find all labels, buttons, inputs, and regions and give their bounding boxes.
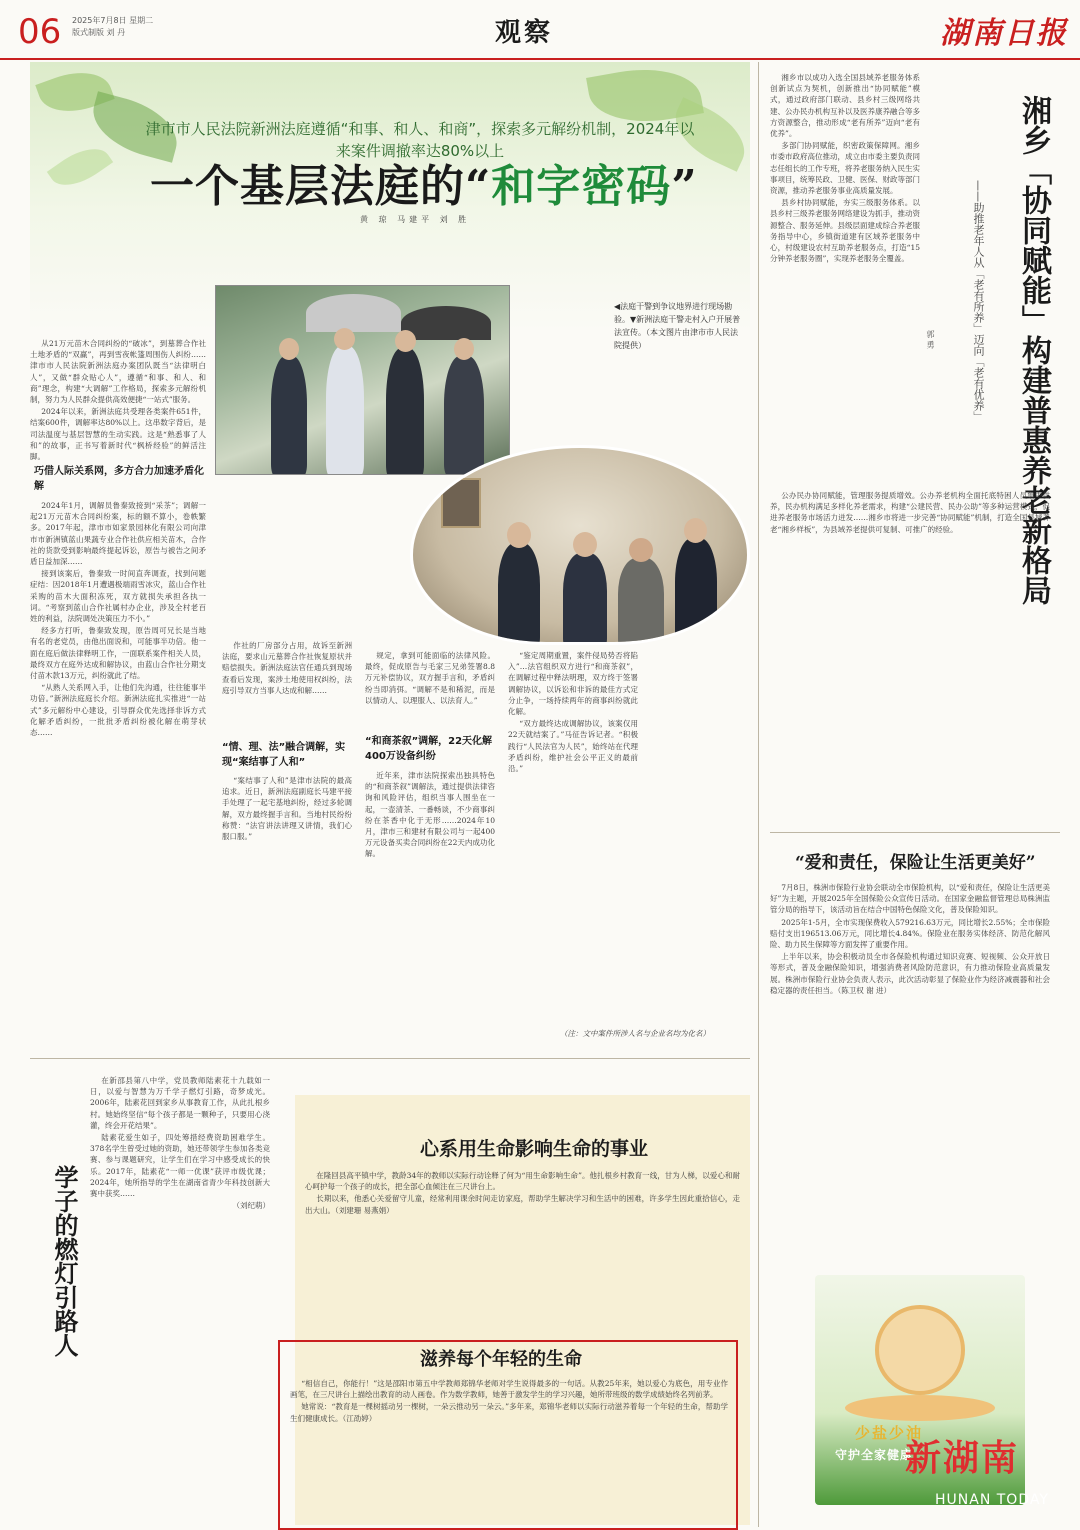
lead-intro: 从21万元苗木合同纠纷的“破冰”，到墓葬合作社土地矛盾的“双赢”，再到雪夜帐篷周围伤人纠纷……津市市人民法院新洲法庭办案团队既当“法律明白人”，又做“群众贴心人”，遵循“和事、和人、和商”理念，构建“大调解”工作格局，探索多元解纷机制，努力为人民群众提供高效便捷“一站式”服务。 2024年以来，新洲法庭共受理各类案件651件，结案600件，调解率达80%以上。这串数字背后，是司法温度与基层智慧的生动实践。这是“熟悉事了人和”的故事，正书写着新时代“枫桥经验”的鲜活注脚。: [30, 339, 206, 462]
feature-body: 在隆回县高平镇中学，教龄34年的教师以实际行动诠释了何为“用生命影响生命”。他扎根乡村教育一线，甘为人梯，以爱心和耐心呵护每一个孩子的成长，把全部心血倾注在三尺讲台上。 长期以来，他悉心关爱留守儿童，经常利用课余时间走访家庭，帮助学生解决学习和生活中的困难，许多学生因此重拾信心，走出大山。（刘建珊 易燕娟）: [305, 1171, 740, 1215]
date-text: 2025年7月8日 星期二: [72, 16, 154, 25]
ad-title: 少盐少油: [855, 1424, 924, 1442]
right-divider: [770, 832, 1060, 833]
lead-kicker: 津市市人民法院新洲法庭遵循“和事、和人、和商”，探索多元解纷机制，2024年以来案件调撤率达80%以上: [145, 120, 695, 160]
photo-field-survey: [215, 285, 510, 475]
lead-note: （注：文中案件所涉人名与企业名均为化名）: [560, 1029, 710, 1038]
watermark-english: HUNAN TODAY: [935, 1492, 1049, 1508]
photo-home-visit: [410, 445, 750, 645]
lead-subhead-2: “情、理、法”融合调解，实现“案结事了人和”: [222, 742, 346, 768]
feature-box-body: “相信自己，你能行！”这是邵阳市第五中学教师郑锦华老师对学生说得最多的一句话。从教25年来，她以爱心为底色，用专业作画笔，在三尺讲台上描绘出教育的动人画卷。作为数学教师，她善于激发学生的学习兴趣，她所带班级的数学成绩始终名列前茅。 她常说：“教育是一棵树摇动另一棵树，一朵云推动另一朵云。”多年来，郑锦华老师以实际行动滋养着每一个年轻的生命，帮助学生们健康成长。（江劭婷）: [290, 1379, 728, 1423]
right-article-body-2: 公办民办协同赋能，管理服务提质增效。公办养老机构全面托底特困人员集中供养，民办机构满足多样化养老需求，构建“公建民营、民办公助”等多种运营模式，促进养老服务市场活力迸发……湘乡市将进一步完善“协同赋能”机制，打造全国县域养老“湘乡样板”，为县域养老提供可复制、可推广的经验。: [770, 491, 1050, 534]
watermark-logo: 新湖南: [905, 1437, 1020, 1479]
section-title: 观察: [495, 18, 554, 48]
right-article-subtitle: ——助推老年人从「老有所养」迈向「老有优养」: [972, 180, 985, 422]
right-article-title: 湘乡「协同赋能」构建普惠养老新格局: [1016, 95, 1051, 605]
lead-col-1: 2024年1月，调解员鲁秦致接到“采茶”；调解一起21万元苗木合同纠纷案，标的额不算小，卷帙繁多。2017年起，津市市如家景园林化有限公司向津市市新洲镇蓝山果蔬专业合作社供应相关苗木，合作社的货款受到影响最终提起诉讼，原告与被告之间矛盾日益加深…… 接到该案后，鲁秦致一时间直奔调查，找到问题症结：因2018年1月遭遇极端雨雪冰灾，蓝山合作社采购的苗木大面积冻死，双方就损失承担各执一词。“考察到蓝山合作社属村办企业，涉及全村老百姓的利益，法院调处决策压力不小。” 经多方打听，鲁秦致发现，原告周可兄长是当地有名的老党员，由他出面说和，可能事半功倍。他一面在庭后做法律释明工作，一面联系案件相关人员，最终双方在庭外达成和解协议，由蓝山合作社分期支付苗木款13万元，纠纷就此了结。 “从熟人关系网入手，让他们先沟通，往往能事半功倍。”新洲法庭庭长介绍。新洲法庭扎实推进“一站式”多元解纷中心建设，引导群众优先选择非诉方式化解矛盾纠纷，一批批矛盾纠纷被化解在萌芽状态……: [30, 501, 206, 738]
teacher-article-title: 学子的燃灯引路人: [50, 1165, 79, 1357]
lead-col-2: 作社的厂房部分占用，故诉至新洲法庭，要求山元墓葬合作社恢复原状并赔偿损失。新洲法庭法官任通兵到现场查看后发现，案涉土地使用权纠纷，法庭引导双方当事人达成和解……: [222, 641, 352, 695]
lead-subhead-3: “和商茶叙”调解，22天化解400万设备纠纷: [365, 736, 493, 762]
ad-subtitle: 守护全家健康: [835, 1448, 914, 1462]
section-divider: [30, 1058, 750, 1059]
lead-col-2b: “案结事了人和”是津市法院的最高追求。近日，新洲法庭副庭长马建平接手处理了一起宅基地纠纷，经过多轮调解，双方最终握手言和。当地村民纷纷称赞：“法官讲法讲理又讲情，我们心服口服。”: [222, 776, 352, 842]
column-divider: [758, 62, 759, 1527]
feature-box-title: 滋养每个年轻的生命: [420, 1349, 582, 1370]
newspaper-logo: 湖南日报: [940, 16, 1068, 51]
page-date: [72, 15, 153, 39]
lead-headline: 一个基层法庭的“和字密码”: [150, 161, 698, 212]
lead-col-3b: 近年来，津市法院探索出独具特色的“和商茶叙”调解法，通过提供法律咨询和风险评估，组织当事人围坐在一起，一壶清茶、一番畅谈，不少商事纠纷在茶香中化于无形……2024年10月，津市三和建材有限公司与一起400万元设备买卖合同纠纷在22天内成功化解。: [365, 771, 495, 859]
insurance-body: 7月8日，株洲市保险行业协会联动全市保险机构，以“爱和责任，保险让生活更美好”为主题，开展2025年全国保险公众宣传日活动。在国家金融监督管理总局株洲监管分局的指导下，该活动旨在结合中国特色保险文化，普及保险知识。 2025年1-5月，全市实现保费收入579216.63万元，同比增长2.55%；全市保险赔付支出196513.06万元，同比增长4.84%。保险业在服务实体经济、防范化解风险、助力民生保障等方面发挥了重要作用。 上半年以来，协会积极动员全市各保险机构通过知识竞赛、短视频、公众开放日等形式，普及金融保险知识，增强消费者风险防范意识，有力推动保险业高质量发展。株洲市保险行业协会负责人表示，此次活动彰显了保险业作为经济减震器和社会稳定器的责任担当。（陈卫权 谢 进）: [770, 883, 1050, 995]
page-number: 06: [18, 12, 62, 52]
lead-byline: 黄 琼 马建平 刘 胜: [360, 215, 471, 224]
teacher-article-body: 在新邵县第八中学，党员教师陆素花十九载如一日，以爱与智慧为万千学子燃灯引路，奇梦成光。2006年，陆素花回到家乡从事教育工作，从此扎根乡村。她始终坚信“每个孩子都是一颗种子，只要用心浇灌，终会开花结果”。 陆素花爱生如子，四处筹措经费资助困难学生。378名学生曾受过她的资助，她还带领学生参加各类竞赛、参与课题研究，让学生们在学习中感受成长的快乐。2017年，陆素花“一师一优课”获评市级优课；2024年，她所指导的学生在湖南省青少年科技创新大赛中获奖…… （刘纪萌）: [90, 1076, 270, 1211]
lead-col-4: “鉴定周期重置，案件侵局势否将陷入”…法官组织双方进行“和商茶叙”，在调解过程中释法明理，双方终于签署调解协议，以诉讼和非诉的最佳方式定分止争，一场持续两年的商事纠纷就此化解。 “双方最终达成调解协议，该案仅用22天就结案了。”马征告诉记者。“积极践行“人民法官为人民”，始终站在代理矛盾纠纷，维护社会公平正义的最前沿。”: [508, 651, 638, 774]
lead-subhead-1: 巧借人际关系网，多方合力加速矛盾化解: [34, 466, 204, 492]
editors-text: 版式制版 刘 丹: [72, 28, 126, 37]
right-article-author: 郭 勇: [926, 330, 935, 349]
lead-col-3: 规定，拿到可能面临的法律风险。最终，促成原告与毛家三兄弟签署8.8万元补偿协议，双方握手言和，矛盾纠纷当即消弭。“调解不是和稀泥，而是以情动人、以理服人、以法育人。”: [365, 651, 495, 705]
right-article-body: 湘乡市以成功入选全国县域养老服务体系创新试点为契机，创新推出“协同赋能”模式，通过政府部门联动、县乡村三级网络共建、公办民办机构互补以及医养康养融合等多方资源整合，推动形成“老有所养”迈向“老有优养”。 多部门协同赋能，织密政策保障网。湘乡市委市政府高位推动，成立由市委主要负责同志任组长的工作专班，将养老服务纳入民生实事项目，统筹民政、卫健、医保、财政等部门资源，推动养老服务事业高质量发展。 县乡村协同赋能，夯实三级服务体系。以县乡村三级养老服务网络建设为抓手，推动资源整合、服务延伸。县级层面建成综合养老服务指导中心，乡镇街道建有区域养老服务中心，村级建设农村互助养老服务点，打造“15分钟养老服务圈”，实现养老服务全覆盖。: [770, 73, 920, 264]
feature-title: 心系用生命影响生命的事业: [420, 1138, 649, 1160]
photo-caption: ◀法庭干警到争议地界进行现场勘验。▼新洲法庭干警走村入户开展普法宣传。（本文图片由津市市人民法院提供）: [614, 302, 741, 350]
insurance-title: “爱和责任，保险让生活更美好”: [795, 853, 1036, 873]
